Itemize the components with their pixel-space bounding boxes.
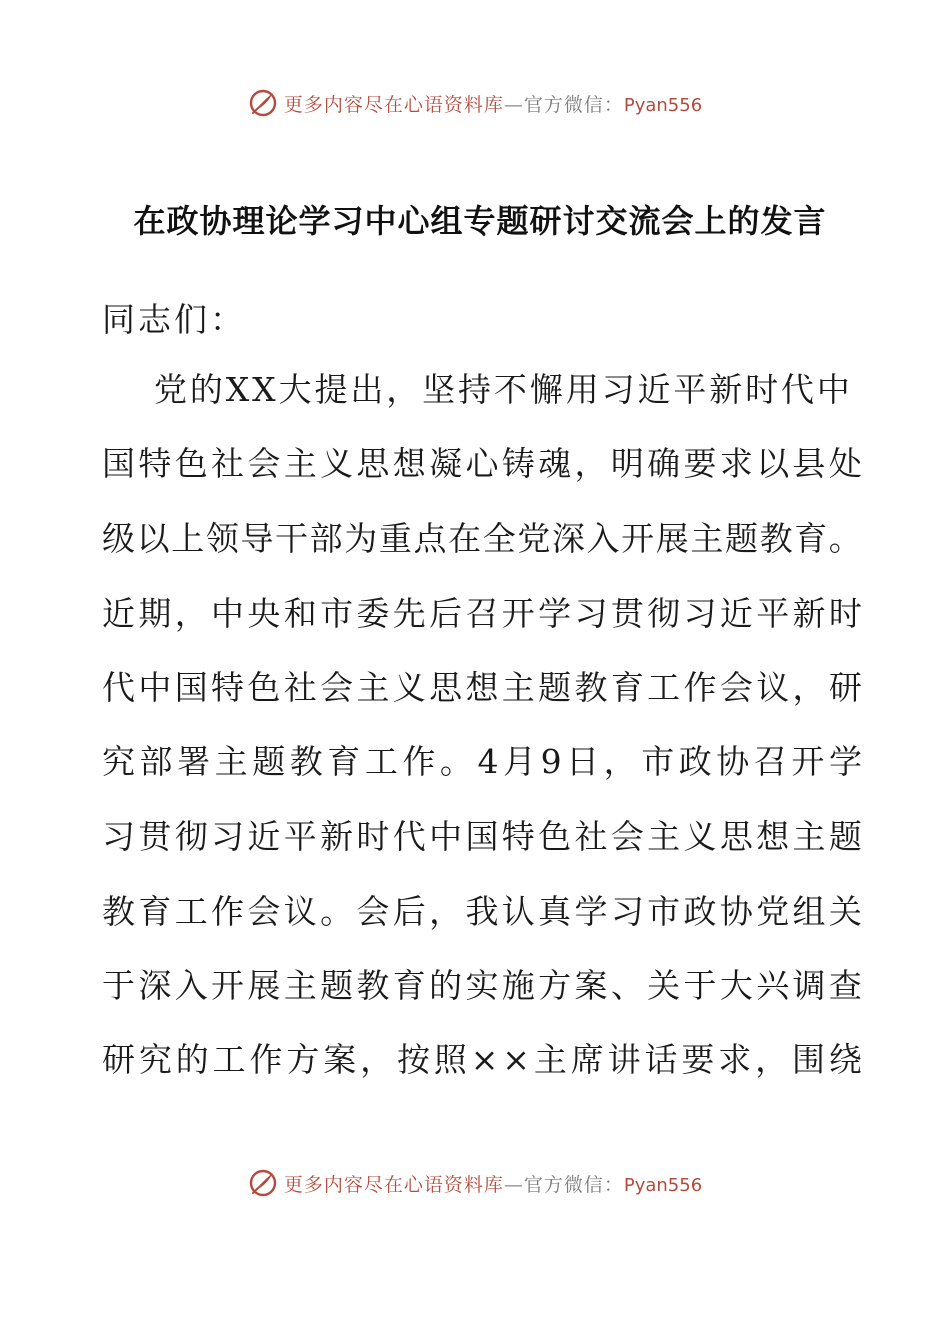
document-title: 在政协理论学习中心组专题研讨交流会上的发言	[133, 202, 827, 240]
footer-wechat-id: Pyan556	[623, 1174, 703, 1196]
header-watermark	[0, 83, 950, 123]
body-line: 代 中 国 特 色 社 会 主 义 思 想 主 题 教 育 工 作 会 议 ， 研	[102, 668, 862, 707]
body-line: 级 以 上 领 导 干 部 为 重 点 在 全 党 深 入 开 展 主 题 教 育 。	[102, 519, 862, 558]
body-line: 究 部 署 主 题 教 育 工 作 。 4 月 9 日 ， 市 政 协 召 开 学	[102, 742, 862, 781]
body-line: 研 究 的 工 作 方 案 ， 按 照 × × 主 席 讲 话 要 求 ， 围 绕	[102, 1040, 862, 1079]
body-line: 教 育 工 作 会 议 。 会 后 ， 我 认 真 学 习 市 政 协 党 组 关	[102, 892, 862, 931]
body-line: 党 的 X X 大 提 出 ， 坚 持 不 懈 用 习 近 平 新 时 代 中	[154, 370, 850, 409]
header-wechat-label: 官方微信：	[523, 93, 624, 116]
quill-logo-icon	[248, 88, 278, 118]
body-line: 习 贯 彻 习 近 平 新 时 代 中 国 特 色 社 会 主 义 思 想 主 题	[102, 817, 862, 856]
quill-logo-icon	[248, 1168, 278, 1198]
header-brand-text: 更多内容尽在心语资料库	[283, 93, 504, 116]
greeting: 同志们：	[102, 300, 246, 339]
body-line: 国 特 色 社 会 主 义 思 想 凝 心 铸 魂 ， 明 确 要 求 以 县 处	[102, 444, 862, 483]
header-dash: —	[503, 93, 524, 116]
body-line: 近 期 ， 中 央 和 市 委 先 后 召 开 学 习 贯 彻 习 近 平 新 时	[102, 594, 862, 633]
footer-wechat-label: 官方微信：	[523, 1173, 624, 1196]
header-wechat-id: Pyan556	[623, 94, 703, 116]
footer-dash: —	[503, 1173, 524, 1196]
body-line: 于 深 入 开 展 主 题 教 育 的 实 施 方 案 、 关 于 大 兴 调 查	[102, 966, 862, 1005]
footer-brand-text: 更多内容尽在心语资料库	[283, 1173, 504, 1196]
footer-watermark	[0, 1163, 950, 1203]
